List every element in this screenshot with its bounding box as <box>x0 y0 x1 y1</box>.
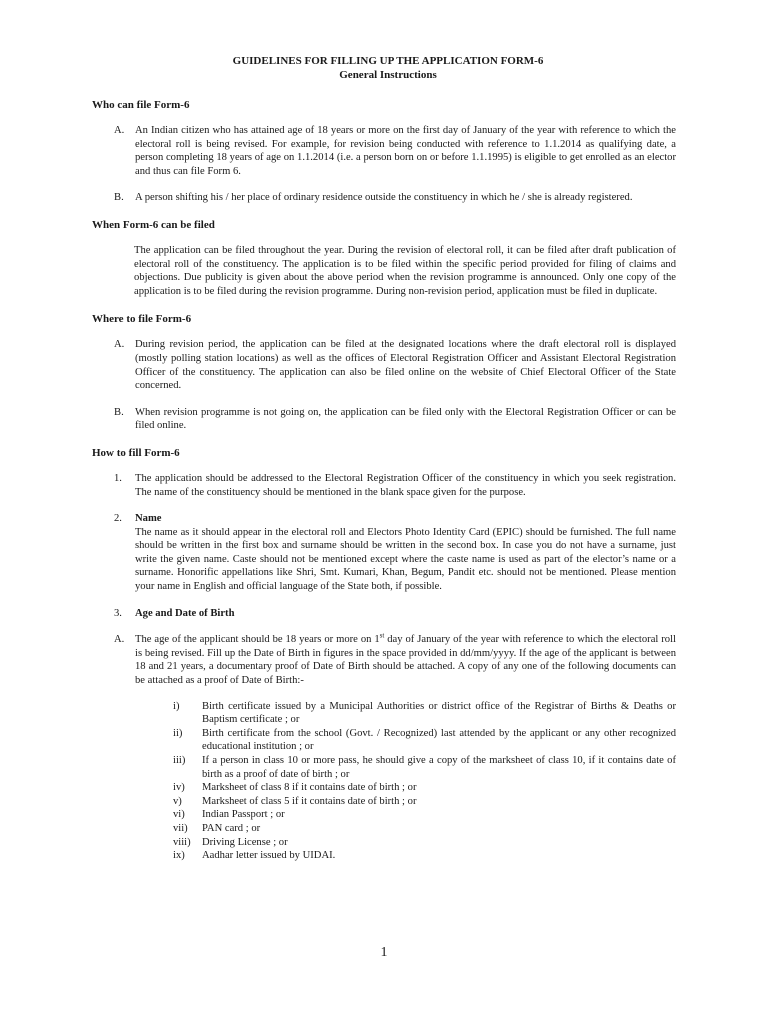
item-marker: 2. <box>114 513 122 525</box>
list-item <box>92 338 676 392</box>
paragraph: The application can be filed throughout the year. During the revision of electoral roll, it can be filed after draft publication of electoral roll of the constituency. The application is to be filed within the specific period provided for filing of claims and objections. Due publicity is given about the above period when the revision programme is announced. Only one copy of the application is to be filed during the revision programme. During non-revision period, application must be filed in duplicate. <box>134 244 676 297</box>
proof-text: Birth certificate issued by a Municipal Authorities or district office of the Registrar of Births & Deaths or Baptism certificate ; or <box>202 700 676 726</box>
proof-item <box>92 849 676 863</box>
proof-item <box>92 795 676 809</box>
item-body <box>135 512 676 594</box>
item-text: During revision period, the application can be filed at the designated locations where the draft electoral roll is displayed (mostly polling station locations) as well as the offices of Electoral Registration Officer and Assistant Electoral Registration Officer of the constituency. The application can also be filed online on the website of Chief Electoral Officer of the State concerned. <box>135 339 676 392</box>
proof-marker: i) <box>173 700 180 712</box>
proof-marker: iii) <box>173 755 186 766</box>
title-block <box>100 54 676 82</box>
page-number: 1 <box>380 945 388 960</box>
proof-item <box>92 836 676 850</box>
proof-marker: vii) <box>173 822 188 834</box>
document-title: GUIDELINES FOR FILLING UP THE APPLICATION FORM-6 <box>232 55 544 67</box>
proof-marker: ii) <box>173 727 183 739</box>
item-text: A person shifting his / her place of ordinary residence outside the constituency in which he / she is already registered. <box>135 192 633 204</box>
superscript: st <box>379 631 385 640</box>
item-marker: B. <box>114 192 124 204</box>
item-body <box>135 607 676 621</box>
list-item <box>92 124 676 178</box>
list-item <box>92 406 676 433</box>
item-marker: A. <box>114 125 125 136</box>
proof-item <box>92 822 676 836</box>
proof-text: PAN card ; or <box>202 822 261 834</box>
list-item <box>92 607 676 621</box>
item-title-age: Age and Date of Birth <box>135 607 235 619</box>
list-item <box>92 472 676 499</box>
section-heading-where: Where to file Form-6 <box>92 313 192 326</box>
proof-item <box>92 754 676 781</box>
item-marker: A. <box>114 339 125 351</box>
proof-text: Aadhar letter issued by UIDAI. <box>202 850 336 862</box>
proof-marker: iv) <box>173 782 185 794</box>
item-text: The name as it should appear in the electoral roll and Electors Photo Identity Card (EPIC) should be furnished. The full name should be written in the first box and surname should be written in the second box. In case you do not have a surname, just write the given name. Caste should not be mentioned except where the caste name is used as part of the elector’s name or a surname. Honorific appellations like Shri, Smt. Kumari, Khan, Begum, Pandit etc. should not be mentioned. Please mention your name in English and official language of the State both, if possible. <box>135 526 676 593</box>
item-body <box>135 633 676 687</box>
list-item <box>92 191 676 205</box>
proof-text: Birth certificate from the school (Govt. / Recognized) last attended by the applicant or any other recognized educational institution ; or <box>202 727 676 753</box>
proof-item <box>92 727 676 754</box>
item-marker: B. <box>114 406 124 418</box>
proof-text: Driving License ; or <box>202 836 288 848</box>
proof-marker: viii) <box>173 836 191 848</box>
item-marker: 1. <box>114 472 122 484</box>
item-text: When revision programme is not going on, the application can be filed only with the Electoral Registration Officer or can be filed online. <box>135 406 676 432</box>
section-heading-how: How to fill Form-6 <box>92 446 180 459</box>
section-heading-who: Who can file Form-6 <box>92 99 190 111</box>
item-title-name: Name <box>135 513 162 525</box>
proof-marker: vi) <box>173 809 185 821</box>
section-heading-when: When Form-6 can be filed <box>92 218 215 231</box>
proof-list <box>92 700 676 863</box>
proof-text: Marksheet of class 5 if it contains date of birth ; or <box>202 795 417 807</box>
proof-item <box>92 700 676 727</box>
proof-marker: v) <box>173 795 182 807</box>
item-text: The age of the applicant should be 18 years or more on 1 <box>135 634 380 646</box>
item-text: The application should be addressed to the Electoral Registration Officer of the constituency in which you seek registration. The name of the constituency should be mentioned in the blank space given for the purpose. <box>135 472 676 498</box>
item-marker: A. <box>114 634 125 646</box>
proof-text: Indian Passport ; or <box>202 809 285 821</box>
list-item <box>92 512 676 594</box>
item-text: An Indian citizen who has attained age of 18 years or more on the first day of January of the year with reference to which the electoral roll is being revised. For example, for revision being conducted with reference to 1.1.2014 as qualifying date, a person completing 18 years of age on 1.1.2014 (i.e. a person born on or before 1.1.1995) is eligible to get enrolled as an elector and thus can file Form 6. <box>135 125 676 177</box>
proof-text: If a person in class 10 or more pass, he should give a copy of the marksheet of class 10, if it contains date of birth as a proof of date of birth ; or <box>202 755 676 780</box>
list-item <box>92 633 676 687</box>
proof-item <box>92 781 676 795</box>
proof-item <box>92 808 676 822</box>
document-subtitle: General Instructions <box>339 69 437 81</box>
proof-marker: ix) <box>173 850 185 862</box>
item-text: day of January of the year with reference to which the electoral roll is being revised. Fill up the Date of Birth in figures in the space provided in dd/mm/yyyy. If the age of the applicant is between 18 and 21 years, a documentary proof of Date of Birth should be attached. A copy of any one of the following documents can be attached as a proof of Date of Birth:- <box>135 634 676 687</box>
proof-text: Marksheet of class 8 if it contains date of birth ; or <box>202 782 417 794</box>
item-marker: 3. <box>114 607 122 619</box>
